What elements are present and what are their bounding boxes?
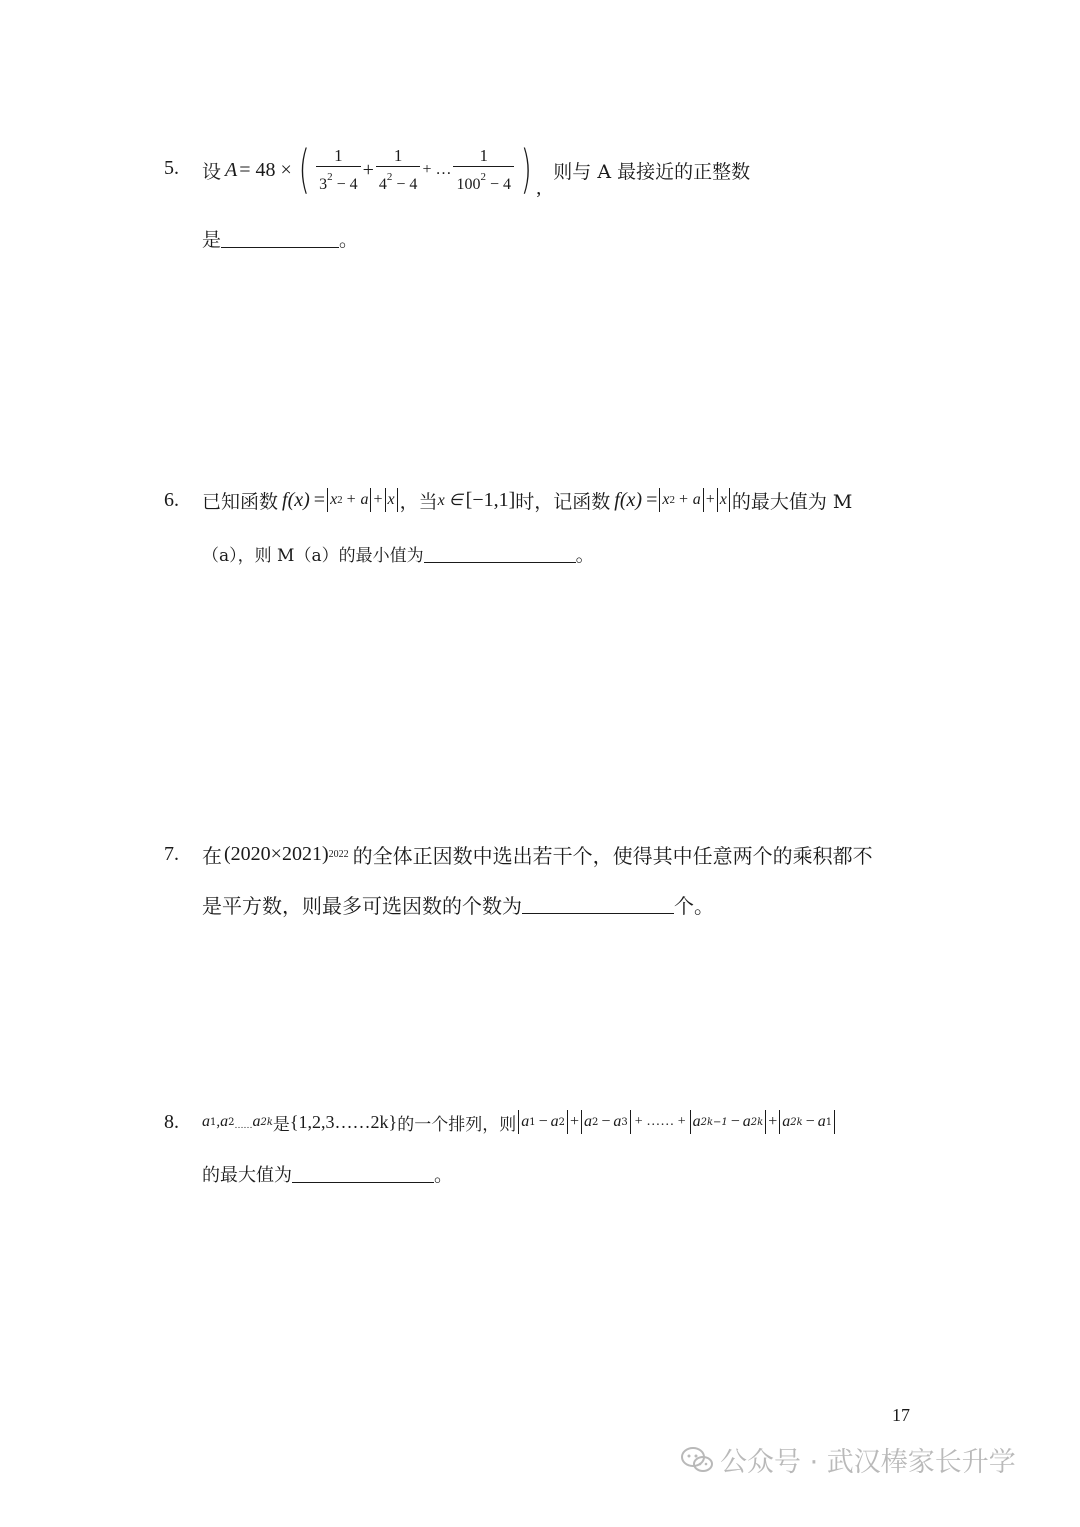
q5-left-paren: ( [298,140,310,200]
q6-interval: [−1,1] [465,488,516,511]
q5-comma: , [536,177,542,199]
q6-fx-2: f(x) [614,488,643,511]
question-7-line2: 是平方数，则最多可选因数的个数为 个。 [202,894,714,918]
q7-exp: 2022 [328,848,349,860]
q5-answer-blank [221,229,339,248]
question-8-line1: a 1 , a 2 …… a 2k 是 {1,2,3……2k} 的一个排列，则 a 1 − a 2 + a 2 − a 3 + …… + a 2k−1 − a 2k + a 2k − a 1 [202,1106,837,1138]
question-8-line2: 的最大值为 。 [202,1164,454,1186]
q5-frac-3: $\frac{1}{100^2 - 4}$ [453,146,514,195]
question-6-line2: （a），则 M（a）的最小值为 。 [202,544,595,566]
question-5-line1 [202,140,750,200]
wechat-icon [680,1446,714,1474]
q5-plus-1: + [362,158,374,181]
question-5-number: 5. [164,157,179,179]
q8-answer-blank [292,1164,434,1183]
page-number: 17 [892,1405,910,1425]
question-6-line1: 已知函数 f(x) = x 2 + a + x ，当 x ∈ [−1,1] 时，记函数 f(x) = x 2 + a + x 的最大值为 M [202,488,853,513]
question-6-number: 6. [164,489,179,511]
q5-var-a: A [225,158,238,181]
q5-eq-48: = 48 × [239,158,292,181]
q7-answer-blank [522,895,674,914]
watermark [680,1440,1016,1479]
q5-plus-dots: + … [422,161,452,178]
q8-set: {1,2,3……2k} [289,1111,398,1132]
q5-tail-text: 则与 A 最接近的正整数 [553,160,751,183]
q6-answer-blank [424,544,576,563]
q5-frac-2: $\frac{1}{4^2 - 4}$ [376,146,421,195]
question-5-line2: 是 。 [202,229,359,251]
watermark-text: 公众号 · 武汉棒家长升学 [720,1447,1016,1478]
q5-prefix: 设 [202,160,222,183]
q6-fx-1: f(x) [282,488,310,511]
question-8-number: 8. [164,1111,179,1133]
question-7-number: 7. [164,843,179,865]
q7-base: (2020×2021) [224,842,329,865]
q5-frac-1: $\frac{1}{3^2 - 4}$ [316,146,361,195]
question-7-line1: 在 (2020×2021) 2022 的全体正因数中选出若干个，使得其中任意两个的乘积都不 [202,842,873,868]
q5-right-paren: ) [520,140,532,200]
